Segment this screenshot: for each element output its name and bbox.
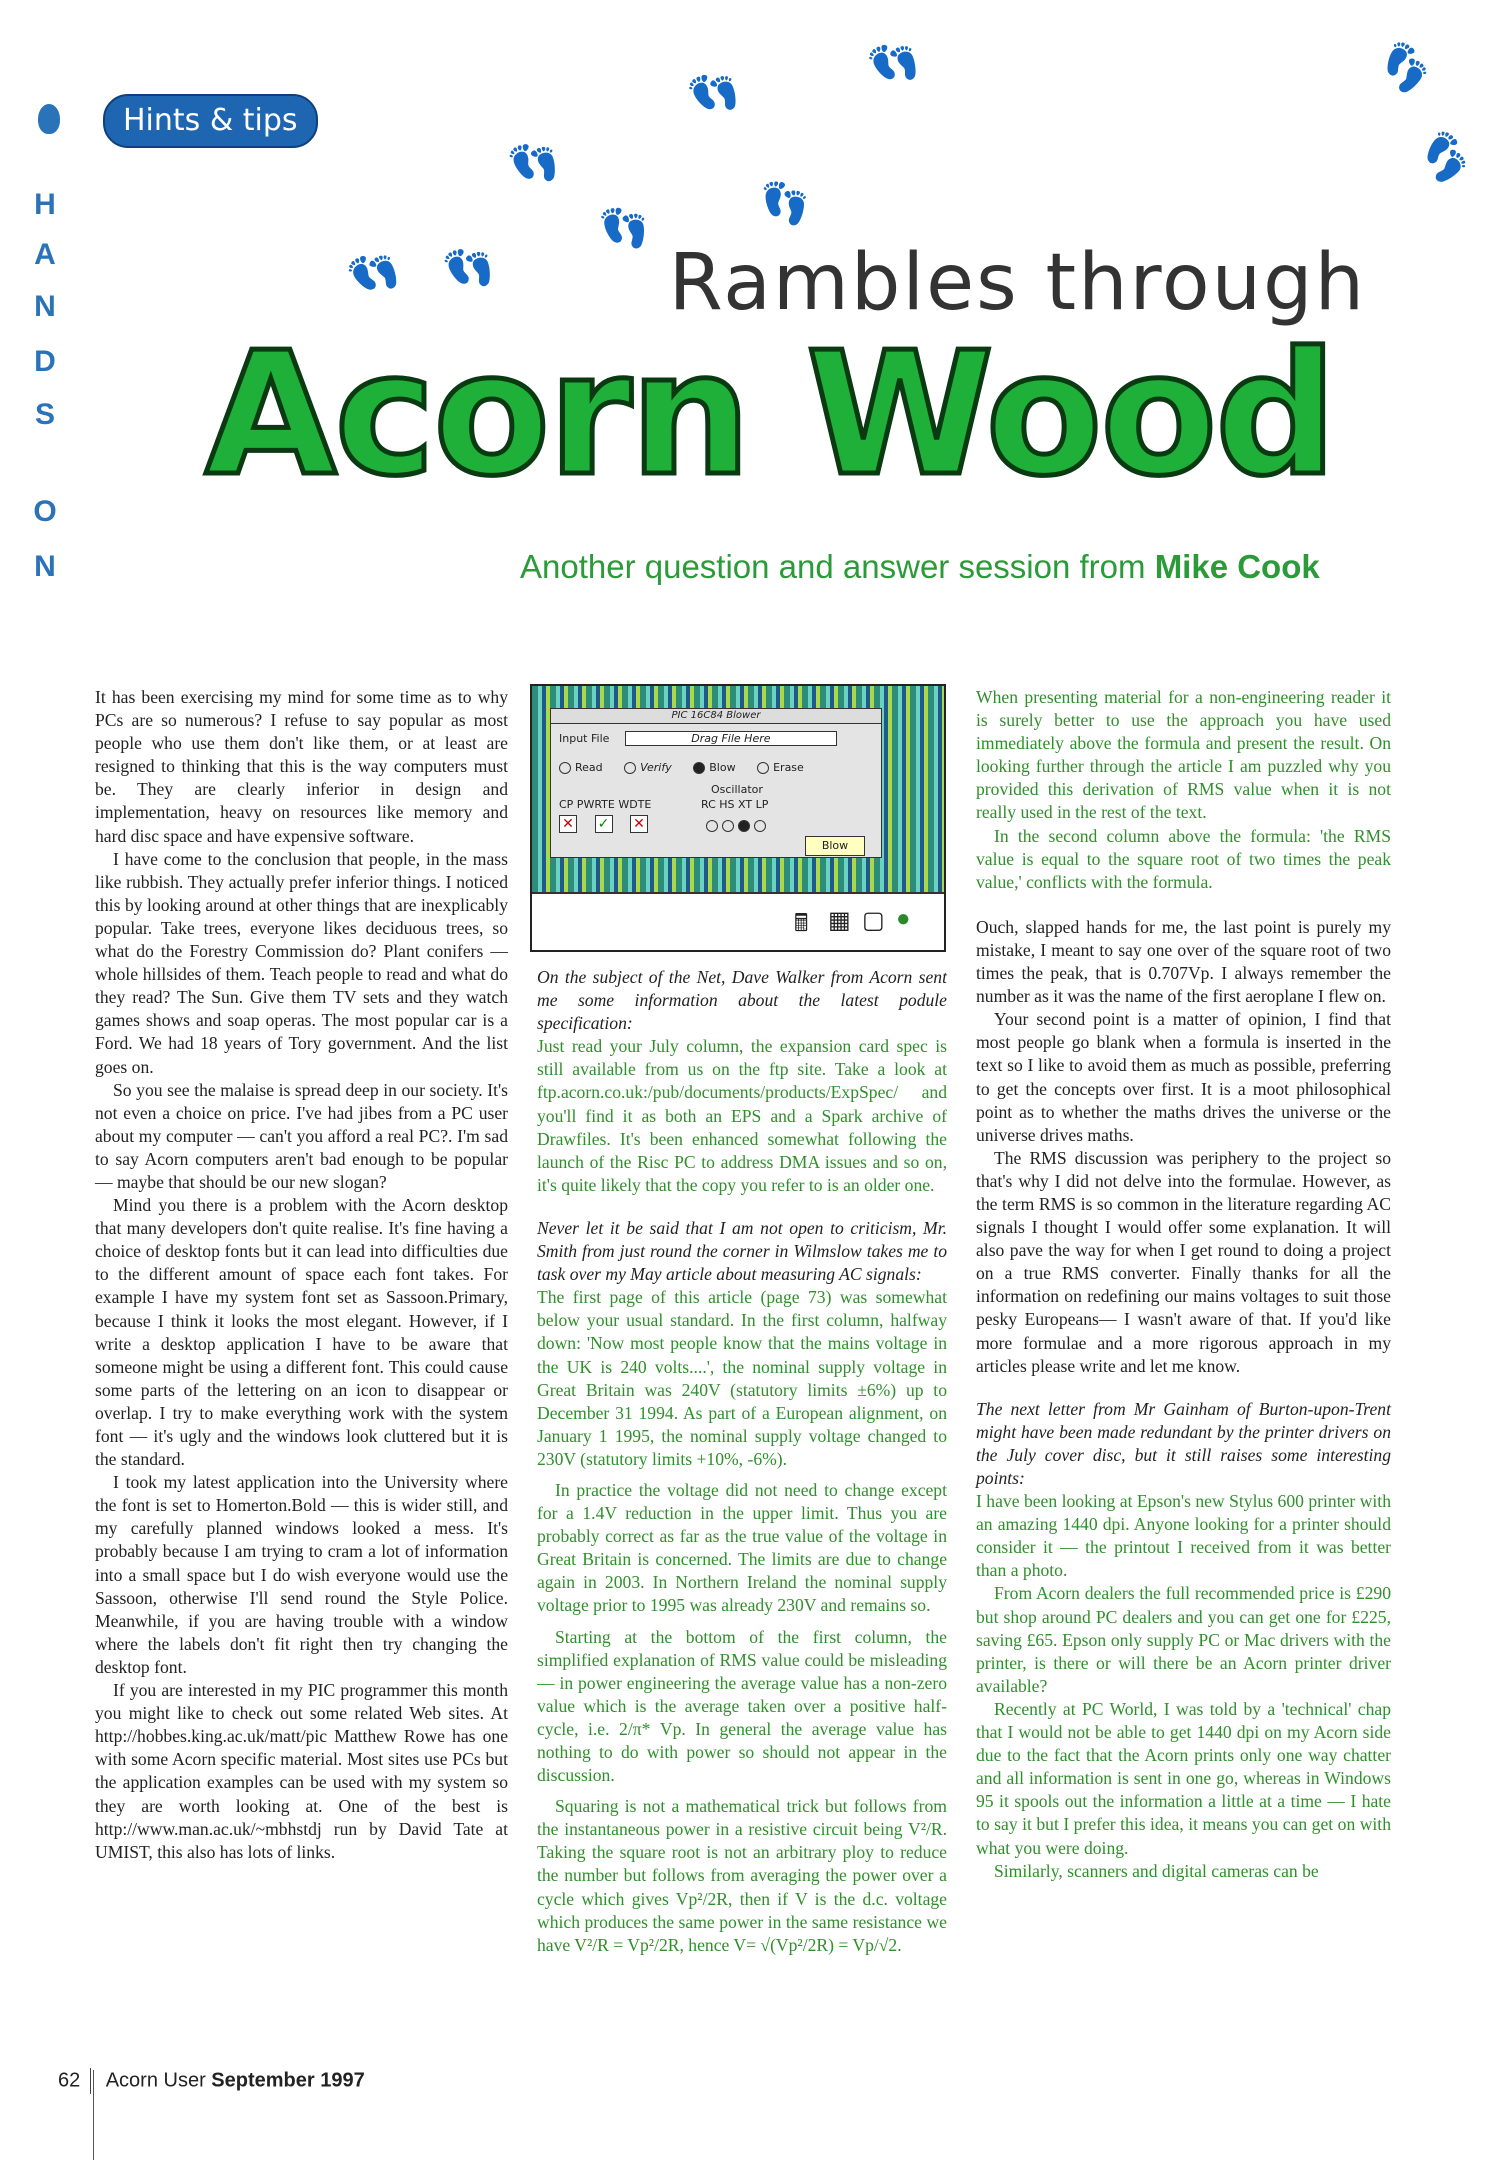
checkbox-pwrte[interactable]: ✓ (595, 815, 613, 833)
blower-window (550, 708, 882, 858)
paragraph: So you see the malaise is spread deep in our society. It's not even a choice on price. I've had jibes from a PC user about my computer — can't you afford a real PC?. I'm sad to say Acorn computers aren't bad enough to be popular — maybe that should be our new slogan? (95, 1079, 508, 1192)
paragraph: It has been exercising my mind for some time as to why PCs are so numerous? I refuse to say popular as most people who use them don't like them, or at least are resigned to thinking that this is the way computers must be. They are clearly inferior in design and implementation, heavy on resources like memory and hard disc space and have expensive software. (95, 687, 508, 846)
letter-intro: On the subject of the Net, Dave Walker from Acorn sent me some information about the latest podule specification: (537, 967, 947, 1034)
blow-button[interactable]: Blow (805, 836, 865, 856)
subtitle-author: Mike Cook (1154, 548, 1320, 585)
column-2 (537, 966, 947, 1957)
radio-label: Verify (640, 761, 672, 774)
letter-text: Squaring is not a mathematical trick but follows from the instantaneous power in a resistive circuit being V²/R. Taking the square root is not an arbitrary ploy to reduce the number but follows from averaging the power over a cycle which gives Vp²/2R, then if V is the d.c. voltage which produces the same power in the same resistance we have V²/R = Vp²/2R, hence V= √(Vp²/2R) = Vp/√2. (537, 1796, 947, 1955)
section-letter: H (34, 188, 56, 221)
mode-row (559, 761, 804, 774)
section-letter: D (34, 345, 56, 378)
magazine-name: Acorn User (105, 2069, 206, 2092)
window-title: PIC 16C84 Blower (551, 709, 881, 724)
footprint-icon: 👣 (342, 241, 408, 306)
issue-date: September 1997 (211, 2069, 365, 2092)
radio-verify[interactable] (624, 762, 636, 774)
radio-erase[interactable] (757, 762, 769, 774)
oscillator-label: Oscillator (711, 783, 763, 796)
reply-paragraph: Your second point is a matter of opinion, I find that most people go blank when a formula is inserted in the text so I like to avoid them as much as possible, preferring to get the concepts over first. It is a moot philosophical point as to whether the maths drives the universe or the universe drives maths. (976, 1009, 1391, 1145)
radio-blow[interactable] (693, 762, 705, 774)
radio-rc[interactable] (706, 820, 718, 832)
radio-xt[interactable] (738, 820, 750, 832)
footprint-icon: 👣 (438, 238, 502, 299)
footer (58, 2068, 365, 2094)
column-1 (95, 686, 508, 1864)
section-letter: O (33, 495, 57, 528)
footprint-icon: 👣 (503, 133, 567, 194)
section-letter: N (34, 550, 56, 583)
letter-text: In practice the voltage did not need to change except for a 1.4V reduction in the upper limit. Thus you are probably correct as far as the true value of the voltage in Great Britain is concerned. The limits are due to change again in 2003. In Northern Ireland the nominal supply voltage prior to 1995 was already 230V and remains so. (537, 1479, 947, 1616)
section-letter: S (34, 398, 55, 431)
paragraph: I took my latest application into the University where the font is set to Homerton.Bold — this is wider still, and my carefully planned windows looked a mess. It's probably because I am trying to cram a lot of information into a small space but I do wish everyone would use the Sassoon, otherwise I'll send round the Style Police. Meanwhile, if you are having trouble with a window where the labels don't fit right then try changing the desktop font. (95, 1472, 508, 1677)
chip-icon[interactable]: ▦ (828, 908, 851, 934)
footprint-icon: 👣 (596, 202, 654, 255)
letter-intro: Never let it be said that I am not open to criticism, Mr. Smith from just round the corner in Wilmslow takes me to task over my May article about measuring AC signals: (537, 1217, 947, 1285)
radio-label: Blow (709, 761, 736, 774)
footprint-icon: 👣 (1411, 125, 1479, 192)
letter-text: From Acorn dealers the full recommended price is £290 but shop around PC dealers and you can get one for £225, saving £65. Epson only supply PC or Mac drivers with the printer, is there or will there be an Acorn printer driver available? (976, 1583, 1391, 1696)
section-letter: A (34, 238, 56, 271)
column-3 (976, 686, 1391, 1883)
page-number: 62 (58, 2069, 81, 2092)
radio-label: Read (575, 761, 603, 774)
section-letter: N (34, 290, 56, 323)
icon-bar (532, 892, 944, 950)
reply-paragraph: Ouch, slapped hands for me, the last point is purely my mistake, I meant to say one over of the square root of two times the peak, that is 0.707Vp. I always remember the number as it was the name of the first aeroplane I flew on. (976, 916, 1391, 1007)
acorn-icon (38, 104, 60, 134)
osc-labels: RC HS XT LP (701, 798, 769, 811)
radio-read[interactable] (559, 762, 571, 774)
letter-text: In the second column above the formula: 'the RMS value is equal to the square root of two times the peak value,' conflicts with the formula. (976, 825, 1391, 892)
letter-text: When presenting material for a non-engineering reader it is surely better to use the approach you have used immediately above the formula and present the result. On looking further through the article I am puzzled why you provided this derivation of RMS value when it is not really used in the rest of the text. (976, 687, 1391, 823)
reply-paragraph: The RMS discussion was periphery to the project so that's why I did not delve into the formulae. However, as the term RMS is so common in the literature regarding AC signals I thought I would offer some explanation. It will also pave the way for when I get round to doing a project on a true RMS converter. Finally thanks for all the information on redefining our mains voltages to suit those pesky Europeans— I wasn't aware of that. If you'd like more formulae and a more rigorous approach in my articles please write and let me know. (976, 1147, 1391, 1376)
fuse-labels: CP PWRTE WDTE (559, 798, 652, 811)
letter-text: Similarly, scanners and digital cameras can be (994, 1860, 1319, 1881)
acorn-icon[interactable]: ● (896, 906, 911, 932)
letter-text: Just read your July column, the expansion card spec is still available from us on the ftp site. Take a look at ftp.acorn.co.uk:/pub/documents/products/ExpSpec/ and you'll find it as both an EPS and a Spark archive of Drawfiles. It's been enhanced somewhat following the launch of the Risc PC to address DMA issues and so on, it's quite likely that the copy you refer to is an older one. (537, 1036, 947, 1195)
input-field[interactable]: Drag File Here (625, 731, 837, 746)
letter-intro: The next letter from Mr Gainham of Burton-upon-Trent might have been made redundant by the printer drivers on the July cover disc, but it still raises some interesting points: (976, 1398, 1391, 1488)
radio-label: Erase (773, 761, 804, 774)
checkbox-wdte[interactable]: ✕ (630, 815, 648, 833)
footprint-icon: 👣 (760, 181, 810, 226)
radio-hs[interactable] (722, 820, 734, 832)
subtitle-text: Another question and answer session from (520, 548, 1155, 585)
radio-lp[interactable] (754, 820, 766, 832)
title-line-2: Acorn Wood (205, 316, 1335, 514)
checkbox-cp[interactable]: ✕ (559, 815, 577, 833)
footprint-icon: 👣 (862, 32, 927, 95)
subtitle (520, 548, 1320, 586)
paragraph: If you are interested in my PIC programmer this month you might like to check out some related Web sites. At http://hobbes.king.ac.uk/matt/pic Matthew Rowe has one with some Acorn specific material. Most sites use PCs but the application examples can be used with my system so they are worth looking at. One of the best is http://www.man.ac.uk/~mbhstdj run by David Tate at UMIST, this also has lots of links. (95, 1680, 508, 1862)
input-label: Input File (559, 732, 610, 745)
pic-blower-screenshot (530, 684, 946, 952)
input-row (559, 731, 837, 746)
letter-text: Recently at PC World, I was told by a 'technical' chap that I would not be able to get 1440 dpi on my Acorn side due to the fact that the Acorn prints only one way chatter and all information is sent in one go, whereas in Windows 95 it spools out the information a little at a time — I hate to say it but I prefer this idea, it means you can get on with what you were doing. (976, 1698, 1391, 1858)
letter-text: Starting at the bottom of the first column, the simplified explanation of RMS value could be misleading — in power engineering the average value has a non-zero value which is the average taken over a positive half-cycle, i.e. 2/π* Vp. In general the average value has nothing to do with power so should not appear in the discussion. (537, 1626, 947, 1786)
footprint-icon: 👣 (682, 62, 747, 125)
title-line-1: Rambles through (668, 238, 1366, 328)
osc-radios (706, 819, 770, 832)
app-icon[interactable]: 🖩 (794, 911, 809, 937)
paragraph: I have come to the conclusion that people, in the mass like rubbish. They actually prefer inferior things. I noticed this by looking around at other things that are inexplicably popular. Take trees, everyone likes deciduous trees, so what do the Forestry Commission do? Plant conifers — whole hillsides of them. Teach people to read and what do they read? The Sun. Give them TV sets and they watch games shows and soap operas. The most popular car is a Ford. We had 18 years of Tory government. And the list goes on. (95, 848, 508, 1077)
footprint-icon: 👣 (1372, 36, 1438, 101)
section-tag: Hints & tips (103, 94, 318, 148)
letter-text: I have been looking at Epson's new Stylus 600 printer with an amazing 1440 dpi. Anyone looking for a printer should consider it — the printout I received from it was better than a photo. (976, 1491, 1391, 1581)
paragraph: Mind you there is a problem with the Acorn desktop that many developers don't quite realise. It's fine having a choice of desktop fonts but it can lead into difficulties due to the different amount of space each font takes. For example I have my system font set as Sassoon.Primary, because I think it looks the most elegant. However, if I write a desktop application I have to be aware that someone might be using a different font. This could cause some parts of the lettering on an icon to disappear or overlap. I try to make everything work with the system font — it's ugly and the windows look cluttered but it is the standard. (95, 1195, 508, 1470)
letter-text: The first page of this article (page 73) was somewhat below your usual standard. In the first column, halfway down: 'Now most people know that the mains voltage in the UK is 240 volts....', the nominal supply voltage in Great Britain was 240V (statutory limits ±6%) up to December 31 1994. As part of a European alignment, on January 1 1995, the nominal supply voltage changed to 230V (statutory limits +10%, -6%). (537, 1287, 947, 1469)
fuse-checkboxes (559, 815, 662, 833)
monitor-icon[interactable]: ▢ (862, 908, 885, 934)
